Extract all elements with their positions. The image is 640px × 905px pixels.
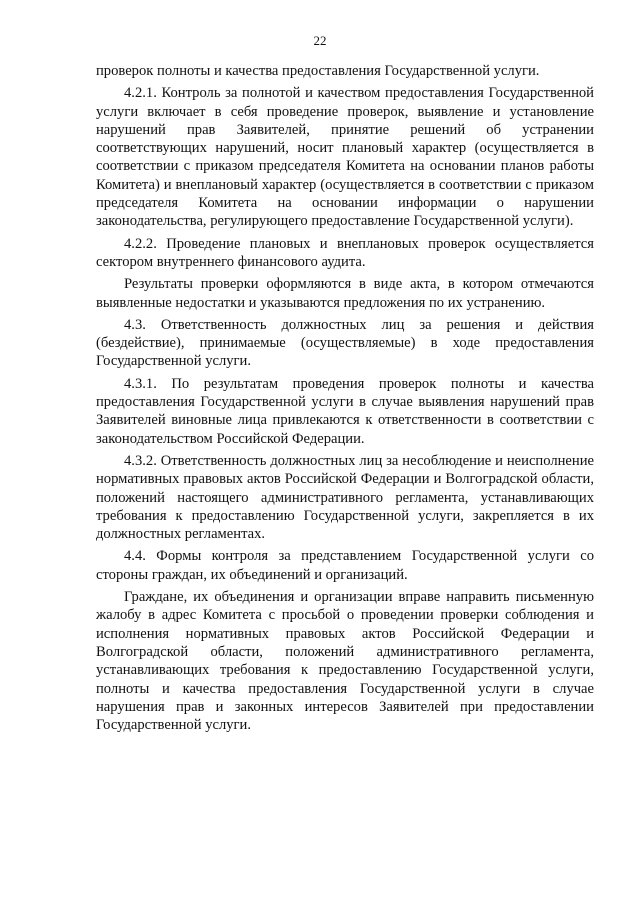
paragraph-citizens-complaint: Граждане, их объединения и организации вправе направить письменную жалобу в адрес Комитета с просьбой о проведении проверки соблюдения и исполнения нормативных правовых актов Российской Федерации и Волгоградской области, положений административного регламента, устанавливающих требования к предоставлению Государственной услуги, полноты и качества предоставления Государственной услуги в случае нарушения прав и законных интересов Заявителей при предоставлении Государственной услуги. <box>96 589 594 734</box>
paragraph-4-2-1: 4.2.1. Контроль за полнотой и качеством предоставления Государственной услуги включает в себя проведение проверок, выявление и установление нарушений прав Заявителей, принятие решений об устранении соответствующих нарушений, носит плановый характер (осуществляется в соответствии с приказом председателя Комитета на основании планов работы Комитета) и внеплановый характер (осуществляется в соответствии с приказом председателя Комитета на основании информации о нарушении законодательства, регулирующего предоставление Государственной услуги). <box>96 85 594 230</box>
paragraph-4-2-2: 4.2.2. Проведение плановых и внеплановых проверок осуществляется сектором внутреннего финансового аудита. <box>96 235 594 270</box>
page-number: 22 <box>313 33 327 48</box>
paragraph-4-3-2: 4.3.2. Ответственность должностных лиц за несоблюдение и неисполнение нормативных правовых актов Российской Федерации и Волгоградской области, положений настоящего административного регламента, устанавливающих требования к предоставлению Государственной услуги, закрепляется в их должностных регламентах. <box>96 452 594 543</box>
paragraph-4-4: 4.4. Формы контроля за представлением Государственной услуги со стороны граждан, их объединений и организаций. <box>96 548 594 583</box>
document-body <box>96 62 594 738</box>
paragraph-inspection-results: Результаты проверки оформляются в виде акта, в котором отмечаются выявленные недостатки и указываются предложения по их устранению. <box>96 276 594 311</box>
paragraph-continuation: проверок полноты и качества предоставления Государственной услуги. <box>96 63 540 79</box>
paragraph-4-3: 4.3. Ответственность должностных лиц за решения и действия (бездействие), принимаемые (осуществляемые) в ходе предоставления Государственной услуги. <box>96 316 594 370</box>
paragraph-4-3-1: 4.3.1. По результатам проведения проверок полноты и качества предоставления Государственной услуги в случае выявления нарушений прав Заявителей виновные лица привлекаются к ответственности в соответствии с законодательством Российской Федерации. <box>96 375 594 447</box>
